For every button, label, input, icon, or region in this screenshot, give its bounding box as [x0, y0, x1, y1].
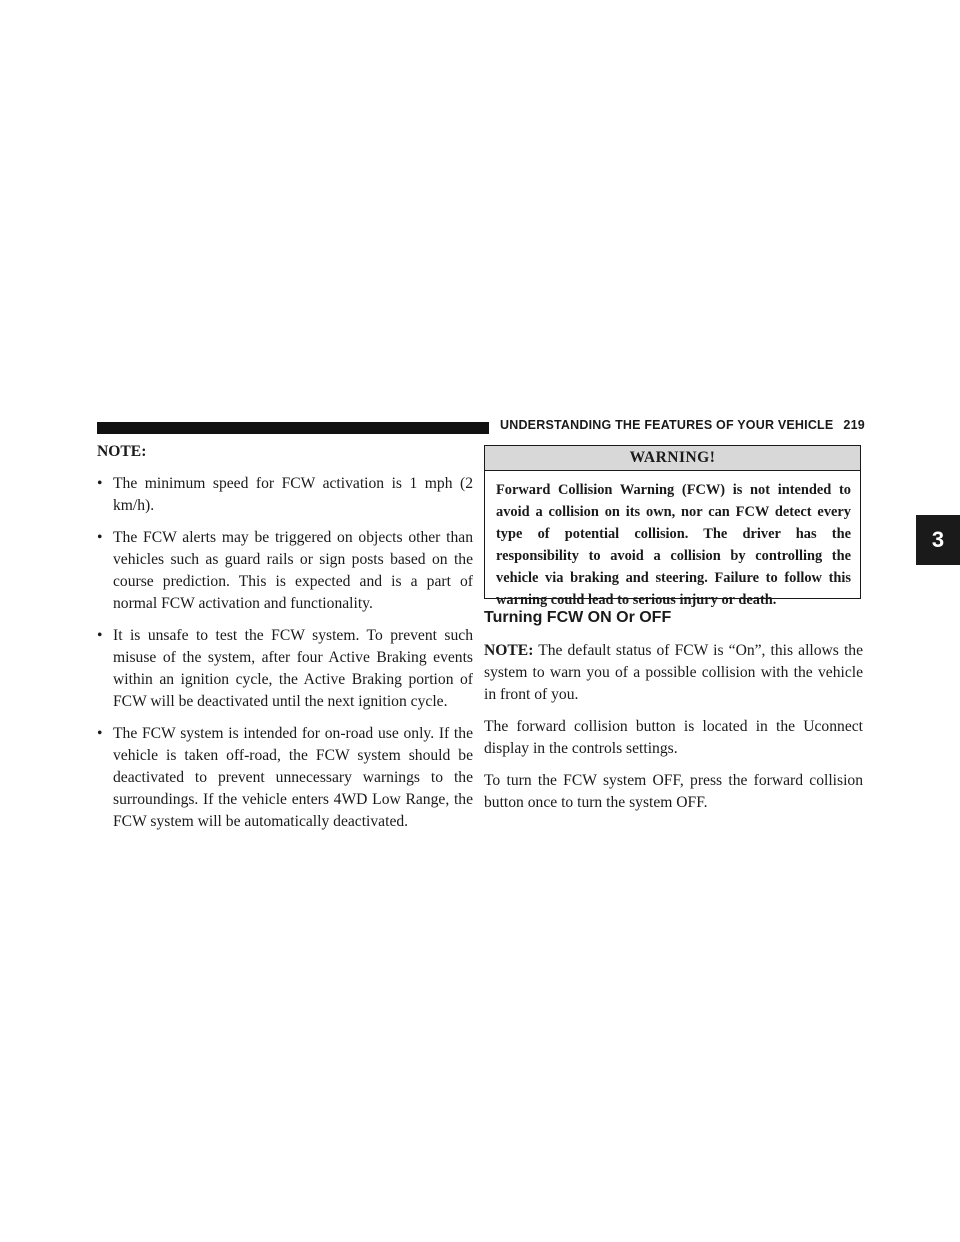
list-item: [97, 473, 473, 517]
bullet-icon: •: [97, 725, 103, 742]
bullet-text: It is unsafe to test the FCW system. To prevent such misuse of the system, after four Active Braking events within an ignition cycle, the Active Braking portion of FCW will be deactivated until the next ignition cycle.: [113, 627, 473, 710]
note-paragraph: [484, 640, 863, 706]
bullet-text: The FCW system is intended for on-road use only. If the vehicle is taken off-road, the FCW system should be deactivated to prevent unnecessary warnings to the surroundings. If the vehicle enters 4WD Low Range, the FCW system will be automatically deactivated.: [113, 725, 473, 830]
list-item: [97, 723, 473, 833]
section-heading: Turning FCW ON Or OFF: [484, 609, 672, 626]
note-text: The default status of FCW is “On”, this allows the system to warn you of a possible collision with the vehicle in front of you.: [484, 642, 863, 703]
chapter-tab: [916, 515, 960, 565]
note-inline-label: NOTE:: [484, 642, 534, 659]
header-rule: [97, 422, 489, 434]
warning-box: [484, 445, 861, 608]
bullet-icon: •: [97, 475, 103, 492]
chapter-number: 3: [931, 527, 945, 552]
section-title: UNDERSTANDING THE FEATURES OF YOUR VEHICLE: [500, 418, 834, 432]
right-column: [484, 608, 863, 824]
note-label: NOTE:: [97, 443, 147, 460]
paragraph-turn-off: To turn the FCW system OFF, press the forward collision button once to turn the system OFF.: [484, 772, 863, 811]
bullet-icon: •: [97, 627, 103, 644]
note-bullet-list: [97, 473, 473, 833]
list-item: [97, 527, 473, 615]
warning-body: Forward Collision Warning (FCW) is not intended to avoid a collision on its own, nor can FCW detect every type of potential collision. The driver has the responsibility to avoid a collision by controlling the vehicle via braking and steering. Failure to follow this warning could lead to serious injury or death.: [496, 482, 851, 608]
left-column: [97, 441, 473, 843]
bullet-text: The FCW alerts may be triggered on objects other than vehicles such as guard rails or sign posts based on the course prediction. This is expected and is a part of normal FCW activation and functionality.: [113, 529, 473, 612]
page-number: 219: [843, 418, 865, 432]
running-header: [500, 418, 865, 432]
warning-title: WARNING!: [485, 446, 860, 471]
bullet-text: The minimum speed for FCW activation is 1 mph (2 km/h).: [113, 475, 473, 514]
paragraph-button-location: The forward collision button is located in the Uconnect display in the controls settings.: [484, 718, 863, 757]
bullet-icon: •: [97, 529, 103, 546]
list-item: [97, 625, 473, 713]
